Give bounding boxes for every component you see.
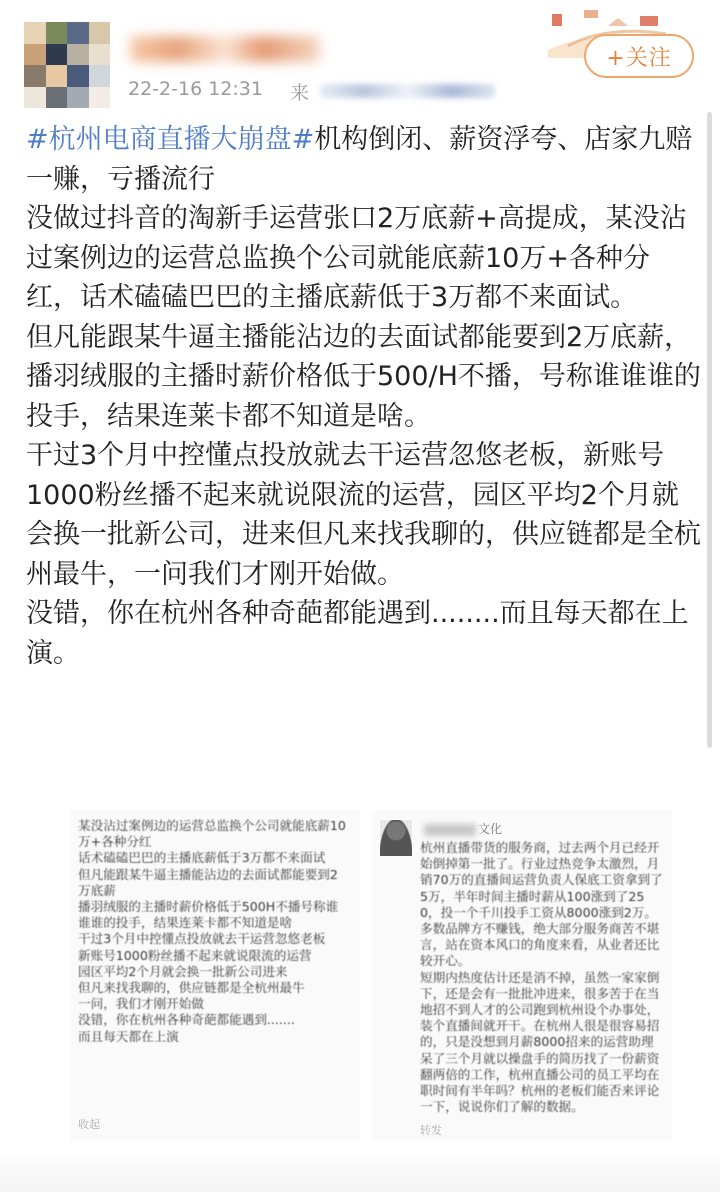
embedded-screenshot-right[interactable] (372, 810, 672, 1140)
post-paragraph-4: 干过3个月中控懂点投放就去干运营忽悠老板，新账号1000粉丝播不起来就说限流的运营，园区平均2个月就会换一批新公司，进来但凡来找我聊的，供应链都是全杭州最牛，一问我们才刚开始做。 (26, 440, 701, 590)
screenshot-right-name-blurred (424, 824, 476, 836)
post-timestamp: 22-2-16 12:31 (128, 78, 263, 100)
avatar[interactable] (24, 22, 110, 108)
source-prefix: 来 (290, 82, 310, 104)
source-blurred (320, 84, 495, 98)
post-paragraph-1 (26, 120, 702, 199)
screenshot-right-avatar (380, 820, 412, 856)
screenshot-left-collapse: 收起 (78, 1118, 100, 1131)
screenshot-right-name-suffix: 文化 (478, 822, 503, 836)
embedded-screenshot-left[interactable] (70, 810, 360, 1140)
post-paragraph-5: 没错，你在杭州各种奇葩都能遇到........而且每天都在上演。 (26, 598, 689, 669)
screenshot-right-repost: 转发 (420, 1124, 442, 1137)
follow-button[interactable]: +关注 (584, 34, 694, 78)
post-paragraph-1-text: 机构倒闭、薪资浮夸、店家九赔一赚，亏播流行 (26, 124, 693, 195)
post-paragraph-3: 但凡能跟某牛逼主播能沾边的去面试都能要到2万底薪，播羽绒服的主播时薪价格低于500/H不播，号称谁谁谁的投手，结果连莱卡都不知道是啥。 (26, 321, 701, 432)
post-paragraph-2: 没做过抖音的淘新手运营张口2万底薪+高提成，某没沾过案例边的运营总监换个公司就能底薪10万+各种分红，话术磕磕巴巴的主播底薪低于3万都不来面试。 (26, 203, 687, 313)
hashtag-link[interactable]: #杭州电商直播大崩盘# (26, 124, 315, 155)
post-body (26, 120, 702, 673)
screenshot-left-text: 某没沾过案例边的运营总监换个公司就能底薪10万+各种分红 话术磕磕巴巴的主播底薪低于3万都不来面试 但凡能跟某牛逼主播能沾边的去面试都能要到2万底薪 播羽绒服的主播时薪价格低于500H不播号称谁谁谁的投手，结果连莱卡都不知道是啥 干过3个月中控懂点投放就去干运营忽悠老板 新账号1000粉丝播不起来就说限流的运营 园区平均2个月就会换一批新公司进来 但凡来找我聊的，供应链都是全杭州最牛 一问，我们才刚开始做 没错，你在杭州各种奇葩都能遇到....... 而且每天都在上演 (78, 818, 346, 1044)
bottom-fade (0, 1150, 720, 1192)
scrollbar[interactable] (707, 112, 712, 748)
screenshot-right-text: 杭州直播带货的服务商，过去两个月已经开始倒掉第一批了。行业过热竞争太激烈，月销70万的直播间运营负责人保底工资拿到了5万，半年时间主播时薪从100涨到了250，投一个千川投手工资从8000涨到2万。多数品牌方不赚钱，绝大部分服务商苦不堪言，站在资本风口的角度来看，从业者还比较开心。 短期内热度估计还是消不掉，虽然一家家倒下，还是会有一批批冲进来，很多苦于在当地招不到人才的公司跑到杭州设个办事处，装个直播间就开干。在杭州人很是很容易招的，只是没想到月薪8000招来的运营助理呆了三个月就以操盘手的简历找了一份薪资翻两倍的工作，杭州直播公司的员工平均在职时间有半年吗？杭州的老板们能否来评论一下，说说你们了解的数据。 (420, 840, 663, 1115)
username-blurred[interactable] (130, 36, 320, 62)
